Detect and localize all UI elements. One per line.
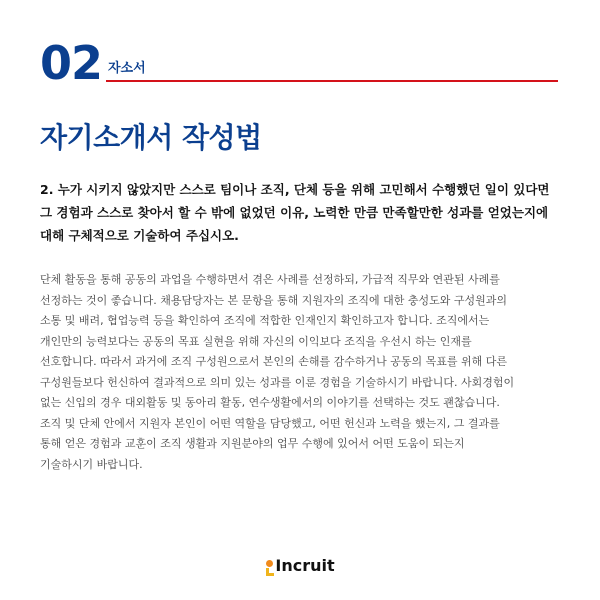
logo-text: Incruit xyxy=(275,556,335,575)
question-line: 2. 누가 시키지 않았지만 스스로 팀이나 조직, 단체 등을 위해 고민해서 수행했던 일이 있다면 xyxy=(40,182,550,197)
section-number: 02 xyxy=(40,36,103,90)
body-line: 구성원들보다 헌신하여 결과적으로 의미 있는 성과를 이룬 경험을 기술하시기 바랍니다. 사회경험이 xyxy=(40,375,515,389)
body-paragraph xyxy=(40,270,570,475)
body-line: 통해 얻은 경험과 교훈이 조직 생활과 지원분야의 업무 수행에 있어서 어떤 도움이 되는지 xyxy=(40,437,465,450)
incruit-logo-icon xyxy=(265,560,274,576)
question-text xyxy=(40,178,570,247)
body-line: 소통 및 배려, 협업능력 등을 확인하여 조직에 적합한 인재인지 확인하고자 합니다. 조직에서는 xyxy=(40,314,490,327)
body-line: 없는 신입의 경우 대외활동 및 동아리 활동, 연수생활에서의 이야기를 선택하는 것도 괜찮습니다. xyxy=(40,396,500,409)
question-line: 그 경험과 스스로 찾아서 할 수 밖에 없었던 이유, 노력한 만큼 만족할만한 성과를 얻었는지에 xyxy=(40,205,549,220)
section-label: 자소서 xyxy=(108,61,146,76)
page-title: 자기소개서 작성법 xyxy=(40,121,262,154)
body-line: 기술하시기 바랍니다. xyxy=(40,457,143,471)
body-line: 조직 및 단체 안에서 지원자 본인이 어떤 역할을 담당했고, 어떤 헌신과 노력을 했는지, 그 결과를 xyxy=(40,416,500,430)
body-line: 선정하는 것이 좋습니다. 채용담당자는 본 문항을 통해 지원자의 조직에 대한 충성도와 구성원과의 xyxy=(40,293,507,307)
question-line: 대해 구체적으로 기술하여 주십시오. xyxy=(40,228,239,243)
body-line: 단체 활동을 통해 공동의 과업을 수행하면서 겪은 사례를 선정하되, 가급적 직무와 연관된 사례를 xyxy=(40,273,500,286)
section-divider xyxy=(106,80,558,82)
body-line: 선호합니다. 따라서 과거에 조직 구성원으로서 본인의 손해를 감수하거나 공동의 목표를 위해 다른 xyxy=(40,355,507,368)
incruit-logo xyxy=(0,556,600,581)
body-line: 개인만의 능력보다는 공동의 목표 실현을 위해 자신의 이익보다 조직을 우선시 하는 인재를 xyxy=(40,334,472,348)
